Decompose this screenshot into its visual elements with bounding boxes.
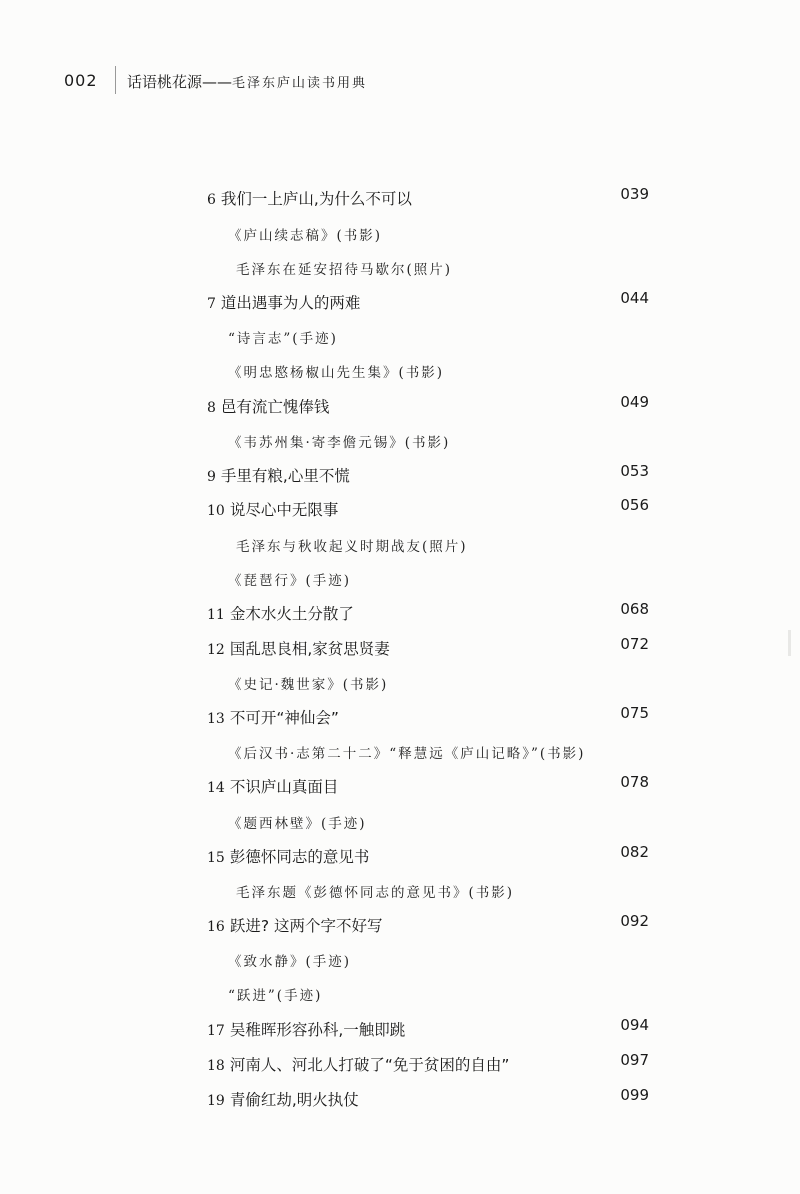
illustration-entry: 《后汉书·志第二十二》“释慧远《庐山记略》”(书影) (228, 746, 586, 762)
entry-title: 邑有流亡愧俸钱 (220, 398, 330, 416)
entry-page: 097 (620, 1051, 649, 1069)
entry-number: 16 (207, 919, 225, 935)
toc-entry (207, 914, 657, 940)
illustration-entry: “诗言志”(手迹) (228, 331, 338, 347)
entry-title: 河南人、河北人打破了“免于贫困的自由” (229, 1056, 510, 1074)
entry-number: 8 (207, 400, 216, 416)
entry-title: 青偷红劫,明火执仗 (229, 1091, 359, 1109)
entry-number: 12 (207, 642, 225, 658)
entry-title: 不可开“神仙会” (229, 709, 339, 727)
entry-page: 075 (620, 704, 649, 722)
entry-title: 手里有粮,心里不慌 (220, 467, 350, 485)
entry-number: 13 (207, 711, 225, 727)
toc-entry (207, 1088, 657, 1114)
entry-title: 彭德怀同志的意见书 (229, 848, 370, 866)
entry-page: 053 (620, 462, 649, 480)
illustration-entry: 毛泽东在延安招待马歇尔(照片) (236, 262, 453, 278)
illustration-entry: 《明忠愍杨椒山先生集》(书影) (228, 365, 445, 381)
illustration-entry: 毛泽东与秋收起义时期战友(照片) (236, 539, 468, 555)
entry-title: 金木水火土分散了 (229, 605, 354, 623)
entry-title: 不识庐山真面目 (229, 778, 339, 796)
illustration-entry: 《庐山续志稿》(书影) (228, 228, 383, 244)
entry-title: 跃进? 这两个字不好写 (229, 917, 383, 935)
entry-number: 9 (207, 469, 216, 485)
book-title (127, 71, 367, 92)
entry-title: 说尽心中无限事 (229, 501, 339, 519)
entry-title: 国乱思良相,家贫思贤妻 (229, 640, 390, 658)
entry-number: 18 (207, 1058, 225, 1074)
entry-page: 092 (620, 912, 649, 930)
toc-entry (207, 291, 657, 317)
toc-entry (207, 1053, 657, 1079)
header-divider (115, 66, 116, 94)
entry-number: 15 (207, 850, 225, 866)
page-edge-shadow (788, 630, 791, 656)
entry-page: 078 (620, 773, 649, 791)
toc-entry (207, 464, 657, 490)
toc-entry (207, 775, 657, 801)
entry-page: 049 (620, 393, 649, 411)
illustration-entry: 《致水静》(手迹) (228, 954, 352, 970)
illustration-entry: 《史记·魏世家》(书影) (228, 677, 389, 693)
entry-page: 039 (620, 185, 649, 203)
illustration-entry: “跃进”(手迹) (228, 988, 323, 1004)
book-title-main: 话语桃花源—— (127, 73, 233, 91)
entry-page: 099 (620, 1086, 649, 1104)
entry-page: 068 (620, 600, 649, 618)
entry-number: 14 (207, 780, 225, 796)
page-number: 002 (64, 71, 98, 90)
toc-entry (207, 706, 657, 732)
illustration-entry: 《题西林壁》(手迹) (228, 816, 367, 832)
toc-entry (207, 187, 657, 213)
toc-entry (207, 395, 657, 421)
entry-title: 我们一上庐山,为什么不可以 (220, 190, 412, 208)
entry-number: 7 (207, 296, 216, 312)
book-subtitle: 毛泽东庐山读书用典 (232, 76, 368, 91)
illustration-entry: 《琵琶行》(手迹) (228, 573, 352, 589)
entry-number: 6 (207, 192, 216, 208)
illustration-entry: 毛泽东题《彭德怀同志的意见书》(书影) (236, 885, 515, 901)
entry-page: 072 (620, 635, 649, 653)
toc-entry (207, 602, 657, 628)
toc-entry (207, 1018, 657, 1044)
entry-title: 吴稚晖形容孙科,一触即跳 (229, 1021, 406, 1039)
toc-entry (207, 637, 657, 663)
entry-page: 044 (620, 289, 649, 307)
illustration-entry: 《韦苏州集·寄李儋元锡》(书影) (228, 435, 451, 451)
entry-title: 道出遇事为人的两难 (220, 294, 361, 312)
entry-number: 19 (207, 1093, 225, 1109)
toc-entry (207, 845, 657, 871)
entry-number: 17 (207, 1023, 225, 1039)
entry-page: 082 (620, 843, 649, 861)
entry-page: 094 (620, 1016, 649, 1034)
entry-page: 056 (620, 496, 649, 514)
entry-number: 11 (207, 607, 225, 623)
entry-number: 10 (207, 503, 225, 519)
toc-entry (207, 498, 657, 524)
